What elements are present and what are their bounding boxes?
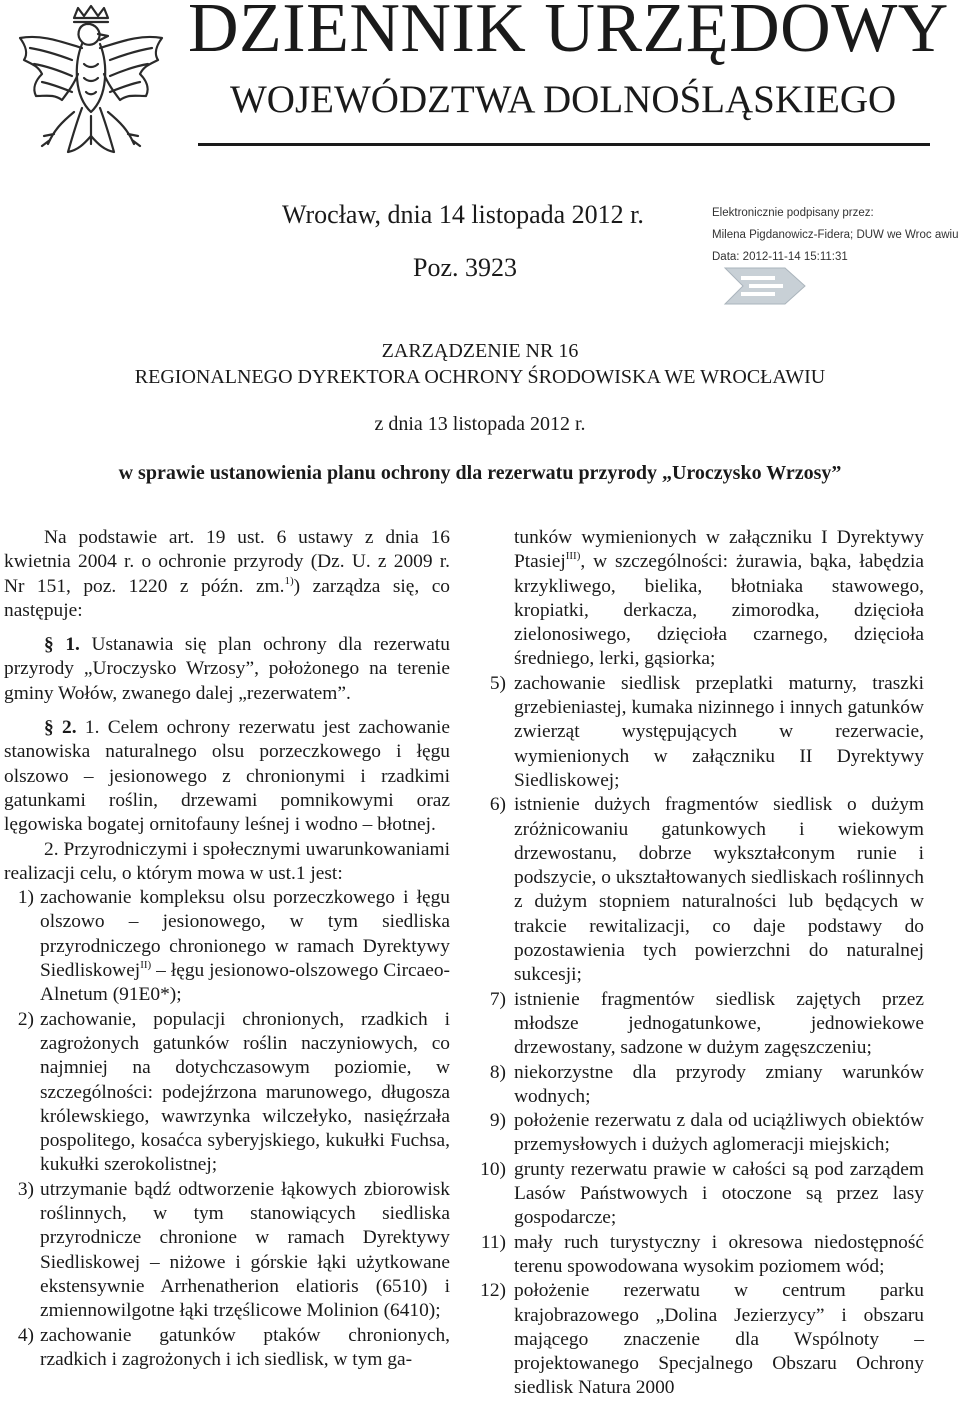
list-item: 11) mały ruch turystyczny i okresowa niedostępność terenu spowodowana wysokim poziomem wód; [480,1231,924,1277]
section-1-paragraph: § 1. Ustanawia się plan ochrony dla rezerwatu przyrody „Uroczysko Wrzosy”, położonego na terenie gminy Wołów, zwanego dalej „rezerwatem”. [4,634,450,704]
section-1-mark: § 1. [44,634,80,656]
list-item: 8) niekorzystne dla przyrody zmiany warunków wodnych; [489,1061,924,1107]
journal-title: DZIENNIK URZĘDOWY [188,0,949,67]
list-item: 12) położenie rezerwatu w centrum parku krajobrazowego „Dolina Jezierzycy” i obszaru mającego znaczenie dla Wspólnoty – projektowanego Specjalnego Obszaru Ochrony siedlisk Natura 2000 [480,1280,924,1399]
list-item: 2) zachowanie, populacji chronionych, rzadkich i zagrożonych gatunków roślin naczyniowych, co najmniej na dotychczasowym poziomie, w szczególności: podejźrzona marunowego, długosza królewskiego, wawrzynka wilczełyko, nasięźrzała pospolitego, kosaćca syberyjskiego, kukułki Fuchsa, kukułki szerokolistnej; [17,1008,450,1176]
list-item: 7) istnienie fragmentów siedlisk zajętych przez młodsze jednogatunkowe, jednowiekowe drzewostany, sadzone w dużym zagęszczeniu; [489,988,924,1059]
publication-place-date: Wrocław, dnia 14 listopada 2012 r. [282,200,644,229]
signature-date: Data: 2012-11-14 15:11:31 [712,251,848,263]
legal-basis-paragraph: Na podstawie art. 19 ust. 6 ustawy z dnia 16 kwietnia 2004 r. o ochronie przyrody (Dz. U. z 2009 r. Nr 151, poz. 1220 z późn. zm.$^{1)}$) zarządza się, co następuje: [4,527,451,621]
signature-label: Elektronicznie podpisany przez: [712,207,874,219]
journal-subtitle: WOJEWÓDZTWA DOLNOŚLĄSKIEGO [230,78,897,121]
coat-of-arms-eagle-icon [2,4,180,182]
text-column-left [4,526,450,1372]
electronic-signature-block [712,202,960,322]
act-issuer: REGIONALNEGO DYREKTORA OCHRONY ŚRODOWISKA WE WROCŁAWIU [134,366,826,388]
section-2-paragraph: § 2. 1. Celem ochrony rezerwatu jest zachowanie stanowiska naturalnego olsu porzeczkowego i łęgu olszowo – jesionowego z chronionymi i rzadkimi gatunkami roślin, drzewami pomnikowymi oraz lęgowiska bogatej ornitofauny leśnej i wodno – błotnej. [4,717,450,836]
signature-signer: Milena Pigdanowicz-Fidera; DUW we Wroc awiu [712,229,959,241]
list-item: 4) zachowanie gatunków ptaków chronionych, rzadkich i zagrożonych i ich siedlisk, w tym ga- [17,1324,450,1370]
list-item: 9) położenie rezerwatu z dala od uciążliwych obiektów przemysłowych i dużych aglomeracji miejskich; [489,1110,924,1156]
list-item: 10) grunty rezerwatu prawie w całości są pod zarządem Lasów Państwowych i otoczone są przez lasy gospodarcze; [480,1158,924,1229]
act-type: ZARZĄDZENIE NR 16 [381,340,579,362]
position-number: Poz. 3923 [413,253,517,282]
section-2-point-2: 2. Przyrodniczymi i społecznymi uwarunkowaniami realizacji celu, o którym mowa w ust.1 jest: [4,838,450,884]
list-item: 3) utrzymanie bądź odtworzenie łąkowych zbiorowisk roślinnych, w tym stanowiących siedliska przyrodnicze chronione w ramach Dyrektywy Siedliskowej – niżowe i górskie łąki użytkowane ekstensywnie Arrhenatherion elatioris (6510) i zmiennowilgotne łąki trzęślicowe Molinion (6410); [17,1178,450,1322]
list-item: 1) zachowanie kompleksu olsu porzeczkowego i łęgu olszowo – jesionowego, w tym siedliska przyrodniczego chronionego w ramach Dyrektywy Siedliskowej$^{II)}$ – łęgu jesionowo-olszowego Circaeo-Alnetum (91E0*); [17,887,450,1006]
list-item: 6) istnienie dużych fragmentów siedlisk o dużym zróżnicowaniu gatunkowych i wiekowym drzewostanu, dobrze wykształconym runie i podszycie, o ukształtowanych siedliskach roślinnych z dużym stopniem naturalności lub będących w trakcie rewitalizacji, co daje podstawy do pozostawienia tych powierzchni do naturalnej sukcesji; [489,794,924,986]
text-column-right [482,526,924,1401]
section-2-mark: § 2. [44,717,77,739]
list-item-continuation: tunków wymienionych w załączniku I Dyrektywy Ptasiej$^{III)}$, w szczególności: żurawia, bąka, łabędzia krzykliwego, bielika, błotniaka stawowego, kropiatki, derkacza, zimorodka, dzięcioła zielonosiwego, dzięcioła czarnego, dzięcioła średniego, lerki, gąsiorka; [514,527,924,670]
signature-stamp-icon [719,262,815,310]
act-date: z dnia 13 listopada 2012 r. [374,413,586,435]
header-divider [198,143,930,146]
act-subject: w sprawie ustanowienia planu ochrony dla rezerwatu przyrody „Uroczysko Wrzosy” [118,462,842,484]
list-item: 5) zachowanie siedlisk przeplatki maturny, traszki grzebieniastej, kumaka nizinnego i innych gatunków zwierząt występujących w rezerwacie, wymienionych w załączniku II Dyrektywy Siedliskowej; [489,672,924,791]
